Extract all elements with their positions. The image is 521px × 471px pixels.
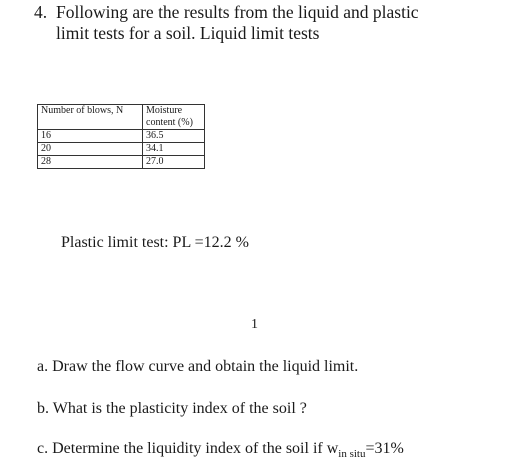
header-moisture-cont: content (%) [143, 117, 205, 130]
page-number: 1 [251, 317, 258, 332]
part-b-text: b. What is the plasticity index of the soil ? [37, 400, 307, 417]
cell-blows: 28 [38, 156, 143, 169]
part-a-text: a. Draw the flow curve and obtain the liquid limit. [37, 358, 359, 375]
cell-blows: 16 [38, 130, 143, 143]
liquid-limit-table [37, 104, 205, 169]
header-moisture: Moisture [143, 105, 205, 118]
table-row [38, 130, 205, 143]
table-row [38, 143, 205, 156]
cell-moisture: 34.1 [143, 143, 205, 156]
part-c-prefix: c. Determine the liquidity index of the soil if w [37, 440, 339, 457]
header-blows: Number of blows, N [38, 105, 143, 118]
question-line-2: limit tests for a soil. Liquid limit tests [56, 23, 320, 43]
cell-moisture: 27.0 [143, 156, 205, 169]
question-number: 4. [34, 2, 48, 22]
table-header-row-2 [38, 117, 205, 130]
question-line-1: Following are the results from the liquid and plastic [56, 2, 419, 22]
plastic-limit-text: Plastic limit test: PL =12.2 % [61, 234, 249, 251]
question-text [34, 2, 474, 44]
part-c-suffix: =31% [365, 440, 404, 457]
part-c-subscript: in situ [338, 448, 366, 460]
part-c-text [37, 440, 404, 460]
table-row [38, 156, 205, 169]
cell-moisture: 36.5 [143, 130, 205, 143]
table-header-row [38, 105, 205, 118]
cell-blows: 20 [38, 143, 143, 156]
header-blows-cont [38, 117, 143, 130]
